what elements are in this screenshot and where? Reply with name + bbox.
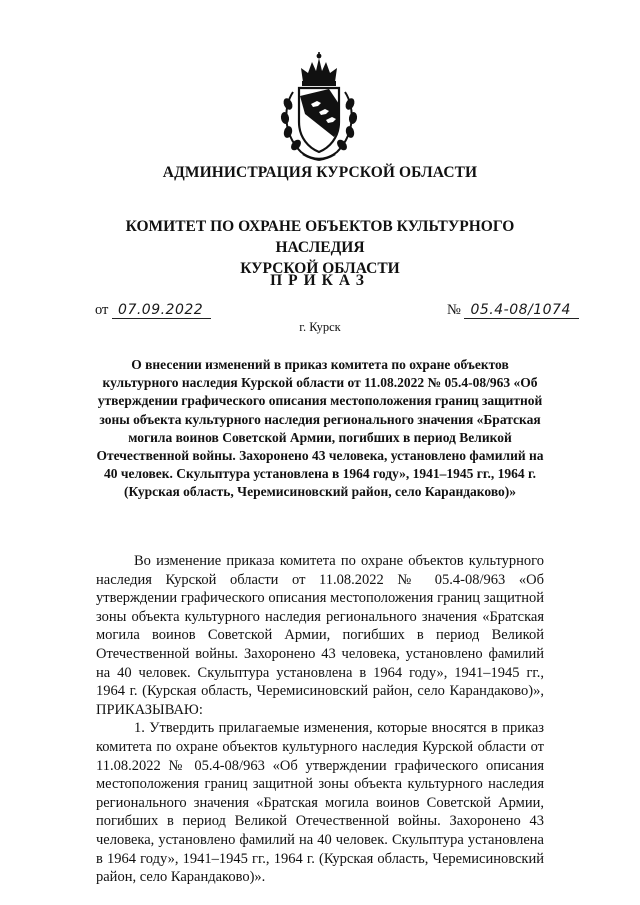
order-date: [95, 302, 211, 319]
administration-title: АДМИНИСТРАЦИЯ КУРСКОЙ ОБЛАСТИ: [162, 164, 478, 181]
order-body: [96, 552, 544, 887]
body-paragraph-2: 1. Утвердить прилагаемые изменения, которые вносятся в приказ комитета по охране объектов культурного наследия Курской области от 11.08.2022 № 05.4-08/963 «Об утверждении графического описания местоположения границ защитной зоны объекта культурного наследия регионального значения «Братская могила воинов Советской Армии, погибших в период Великой Отечественной войны. Захоронено 43 человека, установлено фамилий на 40 человек. Скульптура установлена в 1964 году», 1941–1945 гг., 1964 г. (Курская область, Черемисиновский район, село Карандаково)».: [96, 720, 544, 886]
handwritten-date: 07.09.2022: [112, 302, 211, 319]
committee-title-line-1: КОМИТЕТ ПО ОХРАНЕ ОБЪЕКТОВ КУЛЬТУРНОГО НАСЛЕДИЯ: [125, 218, 515, 256]
city-label: г. Курск: [299, 320, 341, 334]
document-type: ПРИКАЗ: [270, 272, 370, 289]
handwritten-number: 05.4-08/1074: [464, 302, 578, 319]
committee-title-line-2: КУРСКОЙ ОБЛАСТИ: [240, 260, 400, 277]
body-paragraph-1: Во изменение приказа комитета по охране объектов культурного наследия Курской области от 11.08.2022 № 05.4-08/963 «Об утверждении графического описания местоположения границ защитной зоны объекта культурного наследия регионального значения «Братская могила воинов Советской Армии, погибших в период Великой Отечественной войны. Захоронено 43 человека, установлено фамилий на 40 человек. Скульптура установлена в 1964 году», 1941–1945 гг., 1964 г. (Курская область, Черемисиновский район, село Карандаково)», ПРИКАЗЫВАЮ:: [96, 553, 544, 718]
order-number: [447, 302, 579, 319]
date-prefix: от: [95, 302, 109, 318]
number-prefix: №: [447, 302, 461, 318]
committee-title: [80, 216, 560, 279]
kursk-coat-of-arms-icon: [279, 52, 359, 164]
order-subject: О внесении изменений в приказ комитета по охране объектов культурного наследия Курской области от 11.08.2022 № 05.4-08/963 «Об утверждении графического описания местоположения границ защитной зоны объекта культурного наследия регионального значения «Братская могила воинов Советской Армии, погибших в период Великой Отечественной войны. Захоронено 43 человека, установлено фамилий на 40 человек. Скульптура установлена в 1964 году», 1941–1945 гг., 1964 г. (Курская область, Черемисиновский район, село Карандаково)»: [96, 357, 544, 500]
